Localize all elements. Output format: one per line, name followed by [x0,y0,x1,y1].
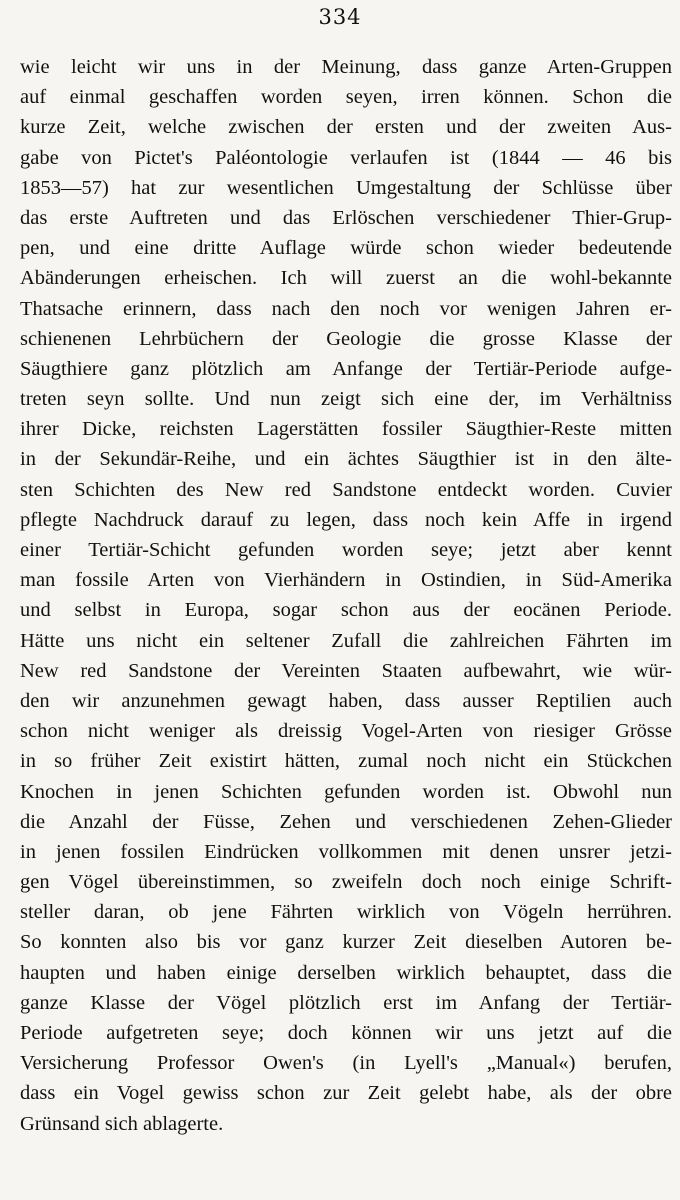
text-line: So konnten also bis vor ganz kurzer Zeit dieselben Autoren be- [20,931,672,954]
text-line: ihrer Dicke, reichsten Lagerstätten fossiler Säugthier-Reste mitten [20,418,672,441]
text-line: pflegte Nachdruck darauf zu legen, dass noch kein Affe in irgend [20,508,672,531]
text-line: dass ein Vogel gewiss schon zur Zeit gelebt habe, als der obre [20,1082,672,1105]
text-line: man fossile Arten von Vierhändern in Ostindien, in Süd-Amerika [20,569,672,592]
text-line: Hätte uns nicht ein seltener Zufall die zahlreichen Fährten im [20,629,672,652]
text-line: den wir anzunehmen gewagt haben, dass ausser Reptilien auch [20,689,672,712]
text-line: pen, und eine dritte Auflage würde schon wieder bedeutende [20,237,672,260]
text-line: Periode aufgetreten seye; doch können wir uns jetzt auf die [20,1022,672,1044]
text-line: Abänderungen erheischen. Ich will zuerst an die wohl-bekannte [20,267,672,290]
text-line: schienenen Lehrbüchern der Geologie die grosse Klasse der [20,327,672,350]
text-line: Versicherung Professor Owen's (in Lyell's „Manual«) berufen, [20,1052,672,1075]
text-line: sten Schichten des New red Sandstone entdeckt worden. Cuvier [20,478,672,501]
text-line: das erste Auftreten und das Erlöschen verschiedener Thier-Grup- [20,206,672,229]
text-line: Grünsand sich ablagerte. [20,1112,224,1135]
text-line: in so früher Zeit existirt hätten, zumal noch nicht ein Stückchen [20,750,672,773]
text-line: gen Vögel übereinstimmen, so zweifeln doch noch einige Schrift- [20,871,672,894]
text-line: einer Tertiär-Schicht gefunden worden seye; jetzt aber kennt [20,539,672,561]
text-line: haupten und haben einige derselben wirklich behauptet, dass die [20,961,672,984]
text-line: gabe von Pictet's Paléontologie verlaufen ist (1844 — 46 bis [20,146,672,169]
text-line: New red Sandstone der Vereinten Staaten aufbewahrt, wie wür- [20,659,672,682]
text-line: wie leicht wir uns in der Meinung, dass ganze Arten-Gruppen [20,56,672,78]
page-number: 334 [318,5,362,29]
text-line: in jenen fossilen Eindrücken vollkommen mit denen unsrer jetzi- [20,840,672,863]
text-line: auf einmal geschaffen worden seyen, irren können. Schon die [20,86,672,109]
text-line: schon nicht weniger als dreissig Vogel-Arten von riesiger Grösse [20,720,672,743]
text-line: kurze Zeit, welche zwischen der ersten und der zweiten Aus- [20,116,672,139]
text-line: Thatsache erinnern, dass nach den noch vor wenigen Jahren er- [20,297,672,320]
text-line: Knochen in jenen Schichten gefunden worden ist. Obwohl nun [20,780,672,803]
text-line: in der Sekundär-Reihe, und ein ächtes Säugthier ist in den älte- [20,448,672,471]
text-line: und selbst in Europa, sogar schon aus der eocänen Periode. [20,599,672,622]
text-line: die Anzahl der Füsse, Zehen und verschiedenen Zehen-Glieder [20,810,672,833]
text-line: ganze Klasse der Vögel plötzlich erst im Anfang der Tertiär- [20,991,672,1014]
text-line: 1853—57) hat zur wesentlichen Umgestaltung der Schlüsse über [20,176,672,199]
text-line: Säugthiere ganz plötzlich am Anfange der Tertiär-Periode aufge- [20,357,672,380]
text-line: steller daran, ob jene Fährten wirklich von Vögeln herrühren. [20,901,672,924]
text-line: treten seyn sollte. Und nun zeigt sich eine der, im Verhältniss [20,388,672,411]
body-text [20,52,672,1139]
